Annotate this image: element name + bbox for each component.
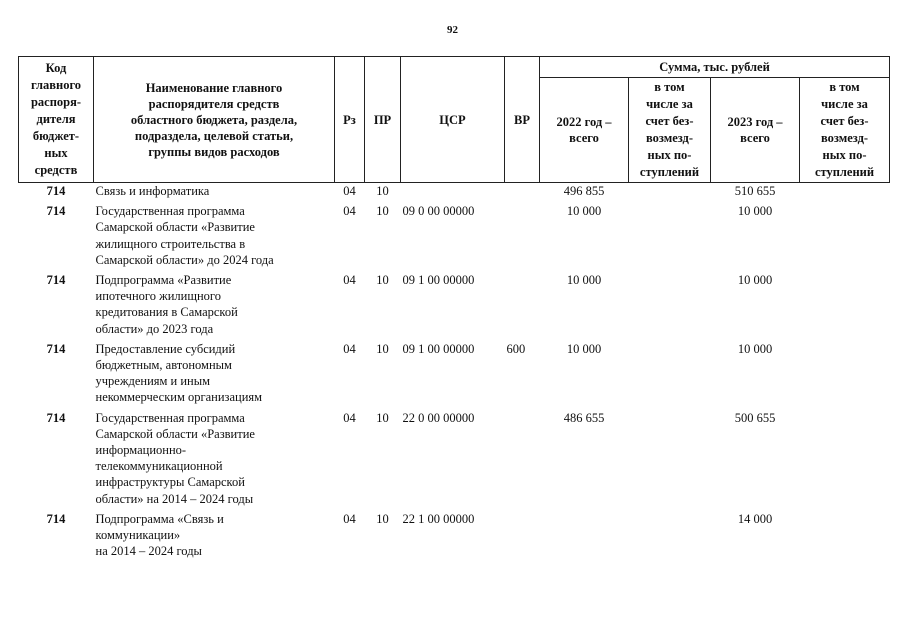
- cell-csr: 09 1 00 00000: [402, 341, 475, 356]
- cell-rz: 04: [343, 511, 356, 526]
- cell-nc2023: [800, 203, 890, 272]
- table-row: [19, 272, 890, 341]
- cell-nc2022: [629, 341, 711, 410]
- header-name: Наименование главного распорядителя средств областного бюджета, раздела, подраздела, целевой статьи, группы видов расходов: [94, 57, 335, 183]
- name-line: бюджетным, автономным: [95, 358, 232, 373]
- name-line: Подпрограмма «Развитие: [95, 273, 232, 288]
- cell-nc2022: [629, 203, 711, 272]
- cell-name: [94, 410, 335, 511]
- name-line: Государственная программа: [95, 204, 245, 219]
- cell-s2022: 10 000: [566, 273, 602, 288]
- table-row: [19, 410, 890, 511]
- cell-s2022: 10 000: [566, 204, 602, 219]
- cell-csr: 09 0 00 00000: [402, 204, 475, 219]
- header-2023-non-reimbursable: в том числе за счет без- возмезд- ных по- ступлений: [800, 78, 890, 183]
- cell-csr: 09 1 00 00000: [402, 273, 475, 288]
- cell-vr: [505, 203, 540, 272]
- cell-nc2023: [800, 183, 890, 204]
- cell-csr: 22 0 00 00000: [402, 410, 475, 425]
- table-body: [19, 183, 890, 564]
- cell-s2023: 10 000: [737, 273, 773, 288]
- cell-s2023: 14 000: [737, 511, 773, 526]
- cell-csr: 22 1 00 00000: [402, 511, 475, 526]
- budget-table: [18, 56, 890, 563]
- cell-nc2022: [629, 272, 711, 341]
- cell-nc2022: [629, 511, 711, 564]
- header-vr: ВР: [505, 57, 540, 183]
- cell-pr: 10: [376, 511, 389, 526]
- name-line: некоммерческим организациям: [95, 390, 263, 405]
- cell-s2022: [540, 511, 629, 564]
- cell-nc2023: [800, 272, 890, 341]
- table-row: [19, 203, 890, 272]
- header-2023-total: 2023 год – всего: [711, 78, 800, 183]
- cell-s2023: 10 000: [737, 341, 773, 356]
- cell-code: 714: [46, 273, 66, 288]
- header-pr: ПР: [365, 57, 401, 183]
- cell-nc2022: [629, 410, 711, 511]
- name-line: информационно-: [95, 443, 187, 458]
- name-line: Самарской области «Развитие: [95, 220, 255, 235]
- name-line: Самарской области» до 2024 года: [95, 252, 274, 267]
- cell-s2023: 10 000: [737, 204, 773, 219]
- name-line: Подпрограмма «Связь и: [95, 511, 224, 526]
- name-line: кредитования в Самарской: [95, 305, 238, 320]
- cell-s2023: 510 655: [734, 184, 776, 198]
- cell-s2022: 10 000: [566, 341, 602, 356]
- cell-nc2023: [800, 341, 890, 410]
- cell-rz: 04: [343, 410, 356, 425]
- cell-pr: 10: [376, 204, 389, 219]
- name-line: области» до 2023 года: [95, 321, 214, 336]
- cell-rz: 04: [343, 341, 356, 356]
- cell-nc2023: [800, 410, 890, 511]
- table-row: [19, 511, 890, 564]
- table-row: [19, 341, 890, 410]
- name-line: Самарской области «Развитие: [95, 426, 255, 441]
- cell-pr: 10: [376, 341, 389, 356]
- cell-rz: 04: [343, 184, 356, 198]
- name-line: жилищного строительства в: [95, 236, 246, 251]
- cell-code: 714: [46, 184, 66, 198]
- header-sum: Сумма, тыс. рублей: [540, 57, 890, 78]
- cell-code: 714: [46, 410, 66, 425]
- header-2022-total: 2022 год – всего: [540, 78, 629, 183]
- cell-rz: 04: [343, 204, 356, 219]
- cell-vr: 600: [506, 341, 526, 356]
- cell-vr: [505, 410, 540, 511]
- cell-s2023: 500 655: [734, 410, 776, 425]
- cell-vr: [505, 183, 540, 204]
- cell-code: 714: [46, 511, 66, 526]
- cell-name: [94, 272, 335, 341]
- cell-code: 714: [46, 341, 66, 356]
- cell-code: 714: [46, 204, 66, 219]
- name-line: инфраструктуры Самарской: [95, 475, 245, 490]
- cell-csr: [401, 183, 505, 204]
- table-row: [19, 183, 890, 204]
- name-line: коммуникации»: [95, 528, 181, 543]
- name-line: телекоммуникационной: [95, 459, 223, 474]
- cell-name: [94, 511, 335, 564]
- header-csr: ЦСР: [401, 57, 505, 183]
- header-code: Код главного распоря- дителя бюджет- ных средств: [19, 57, 94, 183]
- cell-name: [94, 203, 335, 272]
- cell-s2022: 486 655: [563, 410, 605, 425]
- cell-name: [94, 341, 335, 410]
- header-rz: Рз: [335, 57, 365, 183]
- name-line: на 2014 – 2024 годы: [95, 544, 202, 559]
- name-line: Связь и информатика: [95, 184, 210, 198]
- page-number: 92: [447, 24, 458, 36]
- cell-rz: 04: [343, 273, 356, 288]
- name-line: учреждениям и иным: [95, 374, 211, 389]
- table-header: [19, 57, 890, 183]
- cell-name: [94, 183, 335, 204]
- cell-pr: 10: [376, 184, 389, 198]
- cell-nc2023: [800, 511, 890, 564]
- name-line: Государственная программа: [95, 410, 245, 425]
- cell-pr: 10: [376, 410, 389, 425]
- name-line: Предоставление субсидий: [95, 341, 236, 356]
- name-line: области» на 2014 – 2024 годы: [95, 491, 254, 506]
- header-2022-non-reimbursable: в том числе за счет без- возмезд- ных по- ступлений: [629, 78, 711, 183]
- cell-vr: [505, 272, 540, 341]
- cell-nc2022: [629, 183, 711, 204]
- cell-s2022: 496 855: [563, 184, 605, 198]
- cell-pr: 10: [376, 273, 389, 288]
- name-line: ипотечного жилищного: [95, 289, 221, 304]
- cell-vr: [505, 511, 540, 564]
